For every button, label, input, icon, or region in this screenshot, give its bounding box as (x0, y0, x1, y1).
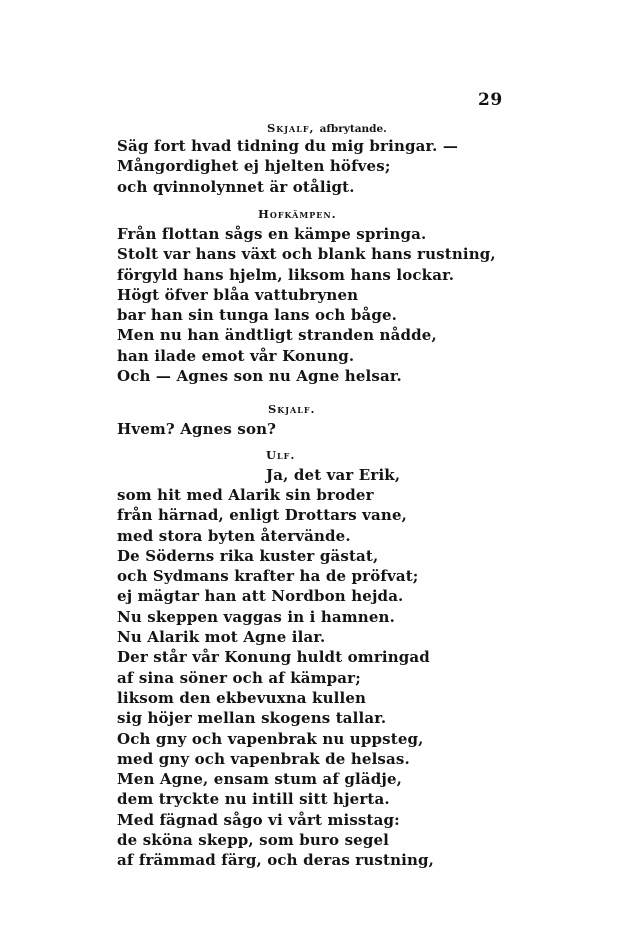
verse-block (117, 224, 496, 386)
verse-line: bar han sin tunga lans och båge. (117, 306, 398, 325)
verse-line: af sina söner och af kämpar; (117, 668, 361, 687)
verse-block (117, 485, 434, 871)
verse-line: från härnad, enligt Drottars vane, (117, 506, 408, 525)
verse-line: Mångordighet ej hjelten höfves; (117, 157, 391, 176)
verse-line: Stolt var hans växt och blank hans rustning, (117, 245, 496, 264)
verse-line: dem tryckte nu intill sitt hjerta. (117, 790, 390, 809)
verse-block (117, 419, 276, 439)
verse-line: Säg fort hvad tidning du mig bringar. — (117, 137, 459, 155)
verse-line: Och gny och vapenbrak nu uppsteg, (117, 729, 424, 748)
verse-block (117, 136, 458, 197)
verse-line: Högt öfver blåa vattubrynen (117, 285, 359, 304)
verse-line: sig höjer mellan skogens tallar. (117, 709, 387, 728)
speaker-name: Skjalf. (268, 402, 316, 416)
verse-line: Men nu han ändtligt stranden nådde, (117, 326, 437, 345)
speaker-name: Ulf. (266, 448, 296, 462)
verse-line: de sköna skepp, som buro segel (117, 831, 390, 850)
verse-line: med stora byten återvände. (117, 526, 351, 545)
verse-line: Nu Alarik mot Agne ilar. (117, 628, 326, 647)
verse-line-continuation: Ja, det var Erik, (266, 466, 401, 484)
verse-line: och qvinnolynnet är otåligt. (117, 177, 355, 196)
verse-line: ej mägtar han att Nordbon hejda. (117, 587, 404, 606)
verse-line: Från flottan sågs en kämpe springa. (117, 225, 427, 243)
page-number: 29 (478, 90, 503, 110)
verse-line: De Söderns rika kuster gästat, (117, 546, 379, 565)
verse-line: han ilade emot vår Konung. (117, 346, 355, 365)
speaker-heading (267, 121, 387, 135)
speaker-heading (268, 402, 316, 416)
speaker-name: Skjalf, (267, 121, 315, 135)
verse-line: Med fägnad sågo vi vårt misstag: (117, 810, 400, 829)
speaker-heading (258, 207, 337, 221)
speaker-heading (266, 448, 295, 462)
verse-line: Och — Agnes son nu Agne helsar. (117, 367, 402, 386)
verse-line: Hvem? Agnes son? (117, 420, 277, 438)
verse-line: liksom den ekbevuxna kullen (117, 688, 367, 707)
verse-line: Der står vår Konung huldt omringad (117, 648, 430, 667)
verse-line: af främmad färg, och deras rustning, (117, 851, 435, 870)
verse-line: Nu skeppen vaggas in i hamnen. (117, 607, 395, 626)
verse-line: förgyld hans hjelm, liksom hans lockar. (117, 265, 455, 284)
stage-direction: afbrytande. (319, 123, 387, 135)
verse-line: och Sydmans krafter ha de pröfvat; (117, 567, 419, 586)
speaker-name: Hofkämpen. (258, 207, 337, 221)
verse-line: med gny och vapenbrak de helsas. (117, 749, 410, 768)
verse-line: som hit med Alarik sin broder (117, 486, 374, 504)
verse-line: Men Agne, ensam stum af glädje, (117, 770, 403, 789)
